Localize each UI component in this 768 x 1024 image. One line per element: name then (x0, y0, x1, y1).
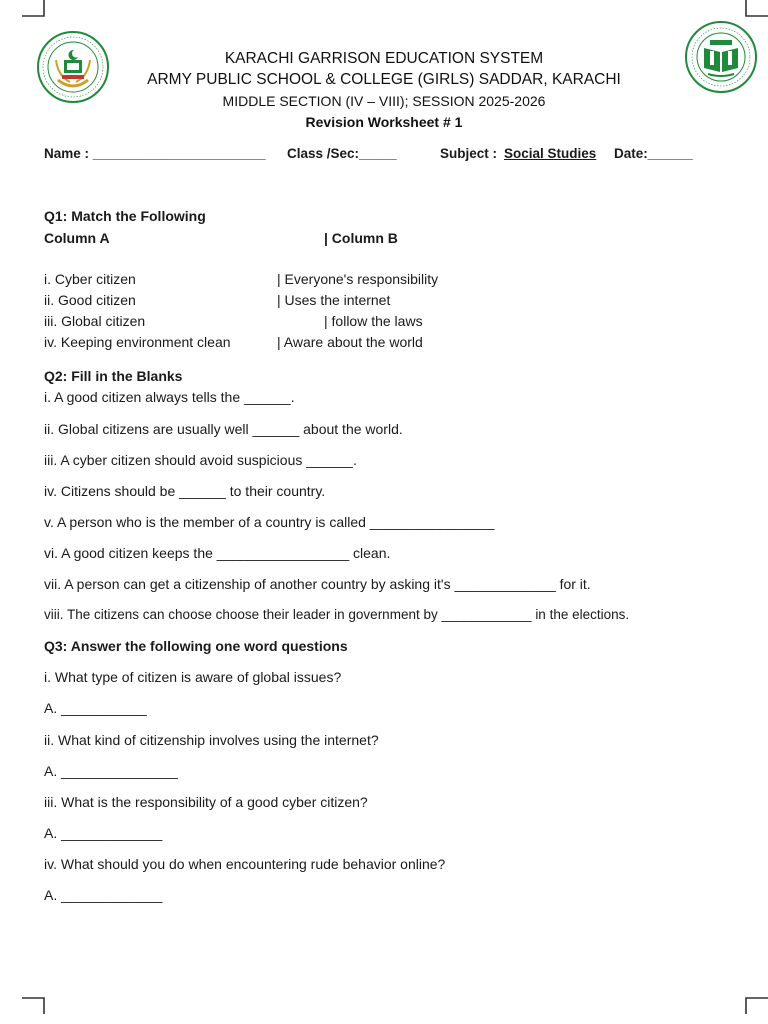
q1-row-a: i. Cyber citizen (44, 271, 136, 287)
school-name: ARMY PUBLIC SCHOOL & COLLEGE (GIRLS) SADDAR, KARACHI (147, 71, 621, 88)
q1-row-b: | Everyone's responsibility (277, 271, 439, 287)
q3-question: iii. What is the responsibility of a good cyber citizen? (44, 794, 368, 810)
school-system-title: KARACHI GARRISON EDUCATION SYSTEM (224, 50, 544, 67)
q2-item: iv. Citizens should be ______ to their country. (44, 483, 326, 499)
q3-answer-line: A. _____________ (44, 825, 163, 841)
q3-answer-line: A. _____________ (44, 887, 163, 903)
crop-mark-bottom-right (744, 990, 768, 1014)
q1-column-b-header: | Column B (324, 230, 398, 246)
class-sec-field: Class /Sec:_____ (287, 146, 397, 161)
q2-item: v. A person who is the member of a country is called ________________ (44, 514, 495, 530)
section-session: MIDDLE SECTION (IV – VIII); SESSION 2025-2026 (222, 93, 546, 109)
q3-question: i. What type of citizen is aware of global issues? (44, 669, 342, 685)
q2-item: vi. A good citizen keeps the _________________ clean. (44, 545, 391, 561)
q2-item: i. A good citizen always tells the ______. (44, 389, 295, 405)
q1-column-a-header: Column A (44, 230, 110, 246)
subject-value: Social Studies (504, 146, 597, 161)
q1-row-b: | Aware about the world (277, 334, 423, 350)
q1-title: Q1: Match the Following (44, 208, 206, 224)
q3-answer-line: A. ___________ (44, 700, 147, 716)
q3-question: iv. What should you do when encountering rude behavior online? (44, 856, 446, 872)
q1-row-a: iii. Global citizen (44, 313, 146, 329)
q2-title: Q2: Fill in the Blanks (44, 368, 183, 384)
q1-row-b: | Uses the internet (277, 292, 391, 308)
q1-row-b: | follow the laws (324, 313, 423, 329)
q2-item: viii. The citizens can choose choose their leader in government by ____________ in the elections. (44, 607, 630, 622)
q3-title: Q3: Answer the following one word questions (44, 638, 348, 654)
q1-row-a: ii. Good citizen (44, 292, 136, 308)
q1-row-a: iv. Keeping environment clean (44, 334, 231, 350)
q2-item: vii. A person can get a citizenship of another country by asking it's _____________ for it. (44, 576, 591, 592)
date-field: Date:______ (614, 146, 693, 161)
q2-item: ii. Global citizens are usually well ______ about the world. (44, 421, 403, 437)
q3-question: ii. What kind of citizenship involves using the internet? (44, 732, 379, 748)
q2-item: iii. A cyber citizen should avoid suspicious ______. (44, 452, 357, 468)
crop-mark-top-left (22, 0, 46, 24)
name-field: Name : _______________________ (44, 146, 266, 161)
q3-answer-line: A. _______________ (44, 763, 178, 779)
subject-label: Subject : (440, 146, 498, 161)
worksheet-title: Revision Worksheet # 1 (305, 114, 463, 130)
crop-mark-bottom-left (22, 990, 46, 1014)
